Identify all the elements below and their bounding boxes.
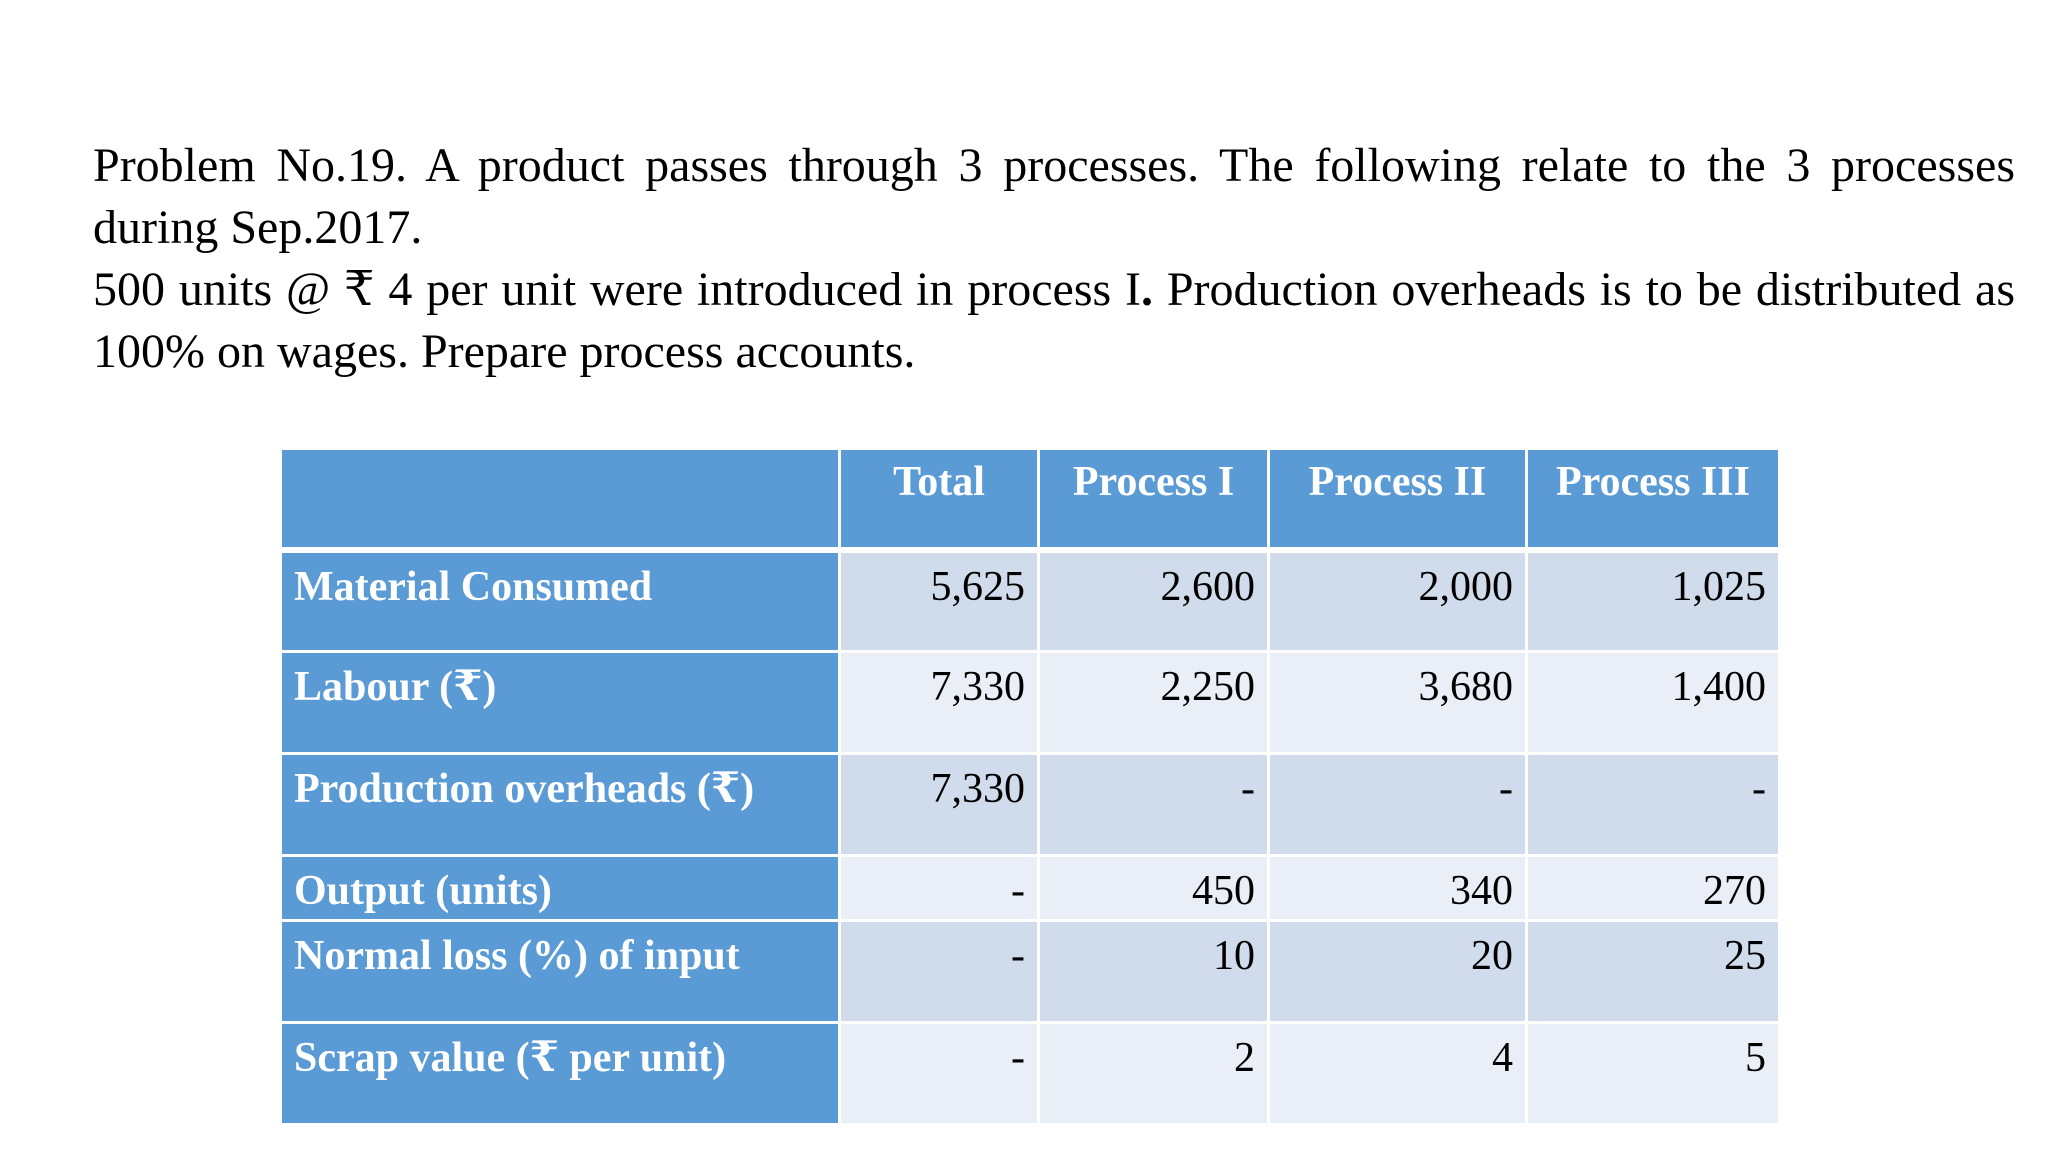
cell-total: 7,330 xyxy=(840,652,1039,754)
cell-process-3: 1,400 xyxy=(1527,652,1780,754)
row-label: Production overheads (₹) xyxy=(281,754,840,856)
row-label: Labour (₹) xyxy=(281,652,840,754)
cell-process-1: 10 xyxy=(1039,921,1269,1023)
problem-statement xyxy=(93,135,2015,383)
cell-total: - xyxy=(840,1023,1039,1125)
table-row xyxy=(281,856,1780,921)
cell-process-3: 270 xyxy=(1527,856,1780,921)
cell-total: 5,625 xyxy=(840,550,1039,652)
table-row xyxy=(281,921,1780,1023)
table-row xyxy=(281,550,1780,652)
cell-process-1: 450 xyxy=(1039,856,1269,921)
table-row xyxy=(281,652,1780,754)
cell-process-2: 4 xyxy=(1269,1023,1527,1125)
table-header-row xyxy=(281,449,1780,550)
problem-intro: Problem No.19. A product passes through 3 processes. The following relate to the 3 processes during Sep.2017. xyxy=(93,139,2015,254)
problem-details xyxy=(93,259,2015,383)
cell-process-2: 340 xyxy=(1269,856,1527,921)
cell-process-2: - xyxy=(1269,754,1527,856)
cell-process-1: 2,600 xyxy=(1039,550,1269,652)
cell-process-1: - xyxy=(1039,754,1269,856)
problem-details-part2: Production overheads is to be distributed as 100% on wages. Prepare process accounts. xyxy=(93,263,2016,378)
header-blank xyxy=(281,449,840,550)
cell-total: - xyxy=(840,921,1039,1023)
cell-process-1: 2 xyxy=(1039,1023,1269,1125)
header-process-2: Process II xyxy=(1269,449,1527,550)
cell-process-3: 5 xyxy=(1527,1023,1780,1125)
table-row xyxy=(281,1023,1780,1125)
problem-details-period: . xyxy=(1141,263,1153,316)
cell-process-1: 2,250 xyxy=(1039,652,1269,754)
cell-process-2: 20 xyxy=(1269,921,1527,1023)
row-label: Scrap value (₹ per unit) xyxy=(281,1023,840,1125)
cell-process-3: - xyxy=(1527,754,1780,856)
cell-process-3: 25 xyxy=(1527,921,1780,1023)
cell-total: - xyxy=(840,856,1039,921)
header-process-1: Process I xyxy=(1039,449,1269,550)
problem-details-part1: 500 units @ ₹ 4 per unit were introduced in process I xyxy=(93,263,1141,316)
process-data-table xyxy=(279,447,1781,1126)
cell-total: 7,330 xyxy=(840,754,1039,856)
cell-process-2: 2,000 xyxy=(1269,550,1527,652)
header-process-3: Process III xyxy=(1527,449,1780,550)
table-row xyxy=(281,754,1780,856)
cell-process-3: 1,025 xyxy=(1527,550,1780,652)
row-label: Normal loss (%) of input xyxy=(281,921,840,1023)
row-label: Output (units) xyxy=(281,856,840,921)
cell-process-2: 3,680 xyxy=(1269,652,1527,754)
row-label: Material Consumed xyxy=(281,550,840,652)
header-total: Total xyxy=(840,449,1039,550)
